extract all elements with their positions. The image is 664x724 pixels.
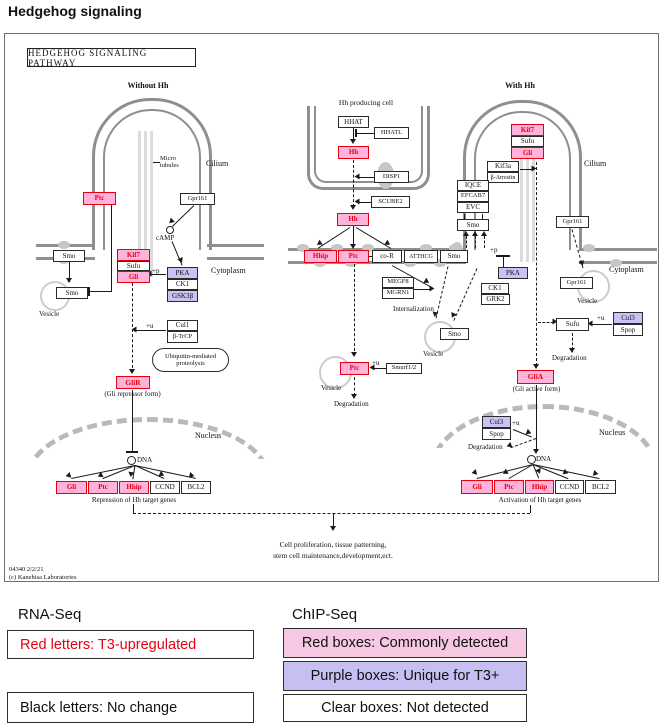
arrowhead [350, 139, 356, 144]
node-efcab7[interactable]: EFCAB7 [457, 191, 489, 202]
camp-label: cAMP [156, 234, 175, 242]
node-ptc-membrane[interactable]: Ptc [338, 250, 369, 263]
node-cul1[interactable]: Cul1 [167, 320, 198, 331]
arrowhead [471, 469, 477, 476]
dashed-line [484, 236, 485, 248]
arrowhead [129, 369, 135, 374]
nucleus-arc [430, 404, 658, 448]
page-title: Hedgehog signaling [8, 3, 142, 19]
node-ptc[interactable]: Ptc [83, 192, 116, 205]
legend-red-boxes: Red boxes: Commonly detected [283, 628, 527, 658]
node-sufu-r[interactable]: Sufu [511, 136, 544, 147]
node-kif3a[interactable]: Kif3a [487, 161, 519, 172]
ubiquitin-proteolysis-note [152, 348, 229, 372]
degradation-label: Degradation [552, 354, 587, 362]
hh-producing-cell-label: Hh producing cell [338, 98, 394, 107]
outcome-line2: stem cell maintenance,development,ect. [273, 551, 393, 560]
line [132, 390, 133, 451]
line [357, 133, 374, 134]
line [153, 162, 160, 163]
microtubules-label [160, 155, 194, 170]
cilium-label: Cilium [584, 159, 607, 168]
line [358, 202, 372, 203]
node-cul3[interactable]: Cul3 [613, 312, 643, 324]
dashed-line [466, 236, 467, 248]
membrane-bump [58, 241, 70, 249]
node-megf8[interactable]: MEGF8 [382, 277, 414, 288]
line [111, 204, 112, 292]
nucleus-label: Nucleus [599, 428, 626, 437]
dna-label: DNA [536, 455, 552, 463]
arrowhead [351, 352, 357, 357]
gene-bcl2[interactable]: BCL2 [181, 481, 211, 494]
arrowhead [569, 348, 575, 353]
node-gsk3b[interactable]: GSK3β [167, 290, 198, 302]
gene-gli-r[interactable]: Gli [461, 480, 493, 494]
node-barrestin[interactable]: β-Arrestin [487, 172, 519, 183]
line [536, 385, 537, 451]
gene-hhip[interactable]: Hhip [119, 481, 149, 494]
node-cul3-nucleus[interactable]: Cul3 [482, 416, 511, 428]
line [591, 324, 612, 325]
arrowhead [128, 472, 135, 478]
node-iqce[interactable]: IQCE [457, 180, 489, 191]
arrowhead [355, 198, 360, 204]
node-hhat[interactable]: HHAT [338, 116, 369, 128]
membrane-bump [583, 244, 595, 252]
node-gpr161[interactable]: Gpr161 [180, 193, 215, 205]
node-btrcp[interactable]: β-TrCP [167, 331, 198, 343]
dna-circle [527, 455, 536, 464]
chip-seq-heading: ChIP-Seq [292, 606, 358, 623]
node-kif7[interactable]: Kif7 [117, 249, 150, 261]
plus-u-label: +u [597, 314, 605, 322]
nucleus-label: Nucleus [195, 431, 222, 440]
internalization-label: Internalization [393, 305, 434, 313]
arrowhead [472, 231, 478, 236]
map-number: 04340 2/2/21 [9, 566, 44, 573]
with-hh-heading: With Hh [505, 81, 535, 90]
activation-caption: Activation of Hh target genes [498, 496, 582, 504]
node-smo-internalized[interactable]: Smo [440, 328, 469, 340]
node-hh-secreted[interactable]: Hh [337, 213, 369, 226]
arrowhead [351, 394, 357, 399]
nucleus-arc [26, 417, 270, 459]
degradation-label: Degradation [468, 443, 503, 451]
node-smo[interactable]: Smo [53, 250, 85, 262]
arrowhead [481, 231, 487, 236]
arrowhead [350, 244, 356, 249]
gene-ptc[interactable]: Ptc [88, 481, 118, 494]
node-smo-membrane[interactable]: Smo [440, 250, 468, 263]
pathway-title-box: HEDGEHOG SIGNALING PATHWAY [27, 48, 196, 67]
gene-ccnd[interactable]: CCND [150, 481, 180, 494]
legend-black-letters: Black letters: No change [7, 692, 254, 723]
arrowhead [65, 472, 71, 479]
arrowhead [330, 526, 336, 531]
degradation-label: Degradation [334, 400, 369, 408]
node-sufu-cytoplasm[interactable]: Sufu [556, 318, 589, 331]
node-smo-cilium[interactable]: Smo [457, 219, 489, 231]
camp-circle [166, 226, 174, 234]
node-scube2[interactable]: SCUBE2 [371, 196, 410, 208]
vesicle-label: Vesicle [577, 297, 598, 305]
plus-u-label: +u [146, 322, 154, 330]
line [133, 504, 134, 513]
rna-seq-heading: RNA-Seq [18, 606, 82, 623]
arrowhead [66, 278, 72, 283]
line [530, 505, 531, 513]
arrowhead [132, 327, 137, 333]
node-smurf12[interactable]: Smurf1/2 [386, 363, 422, 374]
plus-p-label: +p [152, 267, 160, 275]
plus-p-label: +p [490, 246, 498, 254]
plus-u-label: +u [372, 359, 380, 367]
node-pka[interactable]: PKA [167, 267, 198, 279]
node-grk2[interactable]: GRK2 [481, 294, 510, 305]
node-disp1[interactable]: DISP1 [374, 171, 409, 183]
node-evc[interactable]: EVC [457, 202, 489, 213]
node-ck1-r[interactable]: CK1 [481, 283, 509, 294]
cytoplasm-label: Cytoplasm [211, 266, 246, 275]
node-co-receptor[interactable]: co-R [372, 250, 402, 263]
line [353, 226, 354, 246]
vesicle-label: Vesicle [423, 350, 444, 358]
shape: tubules [160, 162, 179, 170]
nucleus-membrane [26, 417, 270, 459]
dashed-line [475, 236, 476, 248]
node-sufu[interactable]: Sufu [117, 261, 150, 271]
vesicle-label: Vesicle [321, 384, 342, 392]
copyright: (c) Kanehisa Laboratories [9, 574, 77, 581]
dashed-line [536, 162, 537, 366]
t-bar [88, 287, 90, 296]
glia-note: (Gli active form) [512, 385, 561, 393]
node-pka-r[interactable]: PKA [498, 267, 528, 279]
node-gpr161-vesicle[interactable]: Gpr161 [560, 277, 593, 289]
node-glir[interactable]: GliR [116, 376, 150, 389]
legend-clear-boxes: Clear boxes: Not detected [283, 694, 527, 722]
node-glia[interactable]: GliA [517, 370, 554, 384]
gene-gli[interactable]: Gli [56, 481, 87, 494]
node-spop-nucleus[interactable]: Spop [482, 428, 511, 440]
t-bar [496, 255, 510, 257]
node-ptc-vesicle[interactable]: Ptc [340, 362, 369, 375]
arrowhead [350, 205, 356, 210]
node-gli-r[interactable]: Gli [511, 147, 544, 159]
legend-purple-boxes: Purple boxes: Unique for T3+ [283, 661, 527, 691]
node-hhatl[interactable]: HHATL [374, 127, 409, 139]
line [358, 177, 374, 178]
shape: Ubiquitin-mediated [165, 352, 216, 360]
line [503, 257, 504, 267]
arrowhead [355, 173, 360, 179]
shape: proteolysis [176, 360, 205, 367]
node-smo-vesicle[interactable]: Smo [56, 287, 88, 299]
node-mgrn1[interactable]: MGRN1 [382, 288, 414, 299]
arrowhead [533, 364, 539, 369]
line [135, 330, 166, 331]
node-spop[interactable]: Spop [613, 324, 643, 336]
cilium-label: Cilium [206, 159, 229, 168]
dashed-line [133, 513, 530, 514]
cytoplasm-label: Cytoplasm [609, 265, 644, 274]
t-bar [126, 451, 138, 453]
line [373, 368, 387, 369]
shape: Micro [160, 155, 176, 162]
dna-label: DNA [137, 456, 153, 464]
gene-ccnd-r[interactable]: CCND [555, 480, 584, 494]
line [90, 291, 111, 292]
nucleus-membrane [430, 404, 658, 448]
membrane [207, 244, 264, 260]
gene-ptc-r[interactable]: Ptc [494, 480, 524, 494]
plus-u-label: +u [512, 419, 520, 427]
gene-bcl2-r[interactable]: BCL2 [585, 480, 616, 494]
node-gli[interactable]: Gli [117, 271, 150, 283]
node-hh[interactable]: Hh [338, 146, 369, 159]
arrowhead [463, 231, 469, 236]
arrowhead [533, 449, 539, 454]
shape [165, 353, 216, 368]
glir-note: (Gli repressor form) [104, 390, 161, 398]
node-gpr161-r[interactable]: Gpr161 [556, 216, 589, 228]
dna-circle [127, 456, 136, 465]
repression-caption: Repression of Hh target genes [91, 496, 177, 504]
vesicle-label: Vesicle [39, 310, 60, 318]
outcome-line1: Cell proliferation, tissue patterning, [279, 540, 387, 549]
node-atthcg[interactable]: ATTHCG [404, 250, 438, 263]
arrowhead [430, 285, 435, 291]
legend-red-letters: Red letters: T3-upregulated [7, 630, 254, 659]
node-hhip[interactable]: Hhip [304, 250, 337, 263]
node-ck1[interactable]: CK1 [167, 279, 198, 290]
without-hh-heading: Without Hh [127, 81, 169, 90]
node-kif7-r[interactable]: Kif7 [511, 124, 544, 136]
t-bar [355, 129, 357, 137]
dashed-line [354, 264, 355, 356]
gene-hhip-r[interactable]: Hhip [525, 480, 554, 494]
